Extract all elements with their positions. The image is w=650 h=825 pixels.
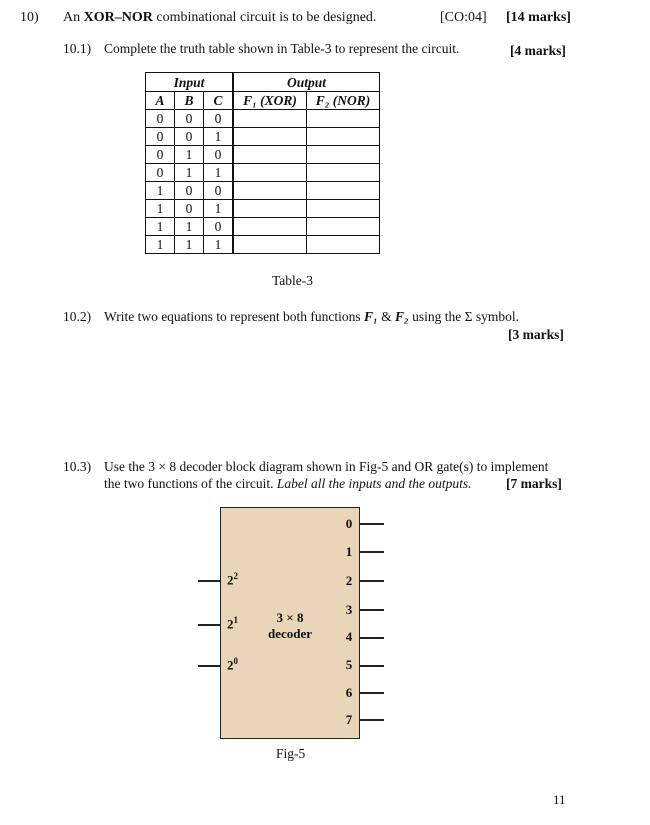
output-label-5: 5 [345, 657, 353, 672]
cell-f1[interactable] [233, 218, 307, 236]
table-row [146, 200, 380, 218]
output-label-7: 7 [345, 712, 353, 727]
output-group-header: Output [233, 73, 380, 92]
decoder-title: 3 × 8 decoder [267, 610, 313, 641]
cell-a: 0 [146, 164, 175, 182]
cell-f2[interactable] [307, 146, 380, 164]
output-line-2 [360, 580, 384, 582]
table-row [146, 218, 380, 236]
input-line-2-0 [198, 665, 220, 667]
part2-text: Write two equations to represent both functions F₁ & F₂ using the Σ symbol. [104, 309, 519, 324]
part3-line1: Use the 3 × 8 decoder block diagram shown in Fig-5 and OR gate(s) to implement [104, 459, 549, 474]
cell-b: 0 [175, 182, 204, 200]
cell-f2[interactable] [307, 128, 380, 146]
input-line-2-1 [198, 624, 220, 626]
header-c: C [204, 92, 234, 110]
table-row [146, 146, 380, 164]
cell-f1[interactable] [233, 164, 307, 182]
header-a: A [146, 92, 175, 110]
figure-caption: Fig-5 [276, 746, 306, 761]
cell-b: 1 [175, 218, 204, 236]
part3-line2: the two functions of the circuit. Label all the inputs and the outputs. [104, 476, 472, 491]
cell-a: 1 [146, 200, 175, 218]
cell-f1[interactable] [233, 146, 307, 164]
part1-text: Complete the truth table shown in Table-3 to represent the circuit. [104, 41, 460, 56]
cell-f2[interactable] [307, 200, 380, 218]
question-number: 10) [20, 10, 39, 25]
cell-c: 1 [204, 128, 234, 146]
output-line-0 [360, 523, 384, 525]
cell-a: 1 [146, 236, 175, 254]
output-line-6 [360, 692, 384, 694]
part1-marks: [4 marks] [510, 43, 566, 58]
cell-b: 0 [175, 200, 204, 218]
cell-b: 0 [175, 128, 204, 146]
cell-c: 1 [204, 236, 234, 254]
cell-c: 0 [204, 110, 234, 128]
table-row [146, 236, 380, 254]
cell-f1[interactable] [233, 182, 307, 200]
output-label-2: 2 [345, 573, 353, 588]
cell-f1[interactable] [233, 200, 307, 218]
cell-b: 0 [175, 110, 204, 128]
cell-f2[interactable] [307, 218, 380, 236]
cell-b: 1 [175, 146, 204, 164]
output-line-5 [360, 665, 384, 667]
table-row [146, 110, 380, 128]
cell-f2[interactable] [307, 236, 380, 254]
table-row [146, 128, 380, 146]
part1-number: 10.1) [63, 41, 92, 56]
cell-a: 1 [146, 218, 175, 236]
output-label-4: 4 [345, 629, 353, 644]
cell-a: 1 [146, 182, 175, 200]
cell-f1[interactable] [233, 128, 307, 146]
cell-f1[interactable] [233, 236, 307, 254]
input-group-header: Input [146, 73, 234, 92]
output-line-7 [360, 719, 384, 721]
cell-c: 1 [204, 164, 234, 182]
output-label-0: 0 [345, 516, 353, 531]
cell-a: 0 [146, 110, 175, 128]
total-marks: [14 marks] [506, 10, 571, 25]
truth-table [145, 72, 380, 254]
cell-a: 0 [146, 128, 175, 146]
input-label-2-0: $2^0$ [227, 656, 238, 673]
cell-b: 1 [175, 236, 204, 254]
cell-b: 1 [175, 164, 204, 182]
cell-f2[interactable] [307, 164, 380, 182]
cell-f2[interactable] [307, 110, 380, 128]
output-label-1: 1 [345, 544, 353, 559]
part3-number: 10.3) [63, 459, 92, 474]
header-b: B [175, 92, 204, 110]
output-line-4 [360, 637, 384, 639]
output-label-6: 6 [345, 685, 353, 700]
output-label-3: 3 [345, 602, 353, 617]
course-outcome: [CO:04] [440, 10, 487, 25]
cell-c: 0 [204, 182, 234, 200]
table-row [146, 182, 380, 200]
part2-marks: [3 marks] [508, 327, 564, 342]
output-line-1 [360, 551, 384, 553]
part3-marks: [7 marks] [506, 476, 562, 491]
table-caption: Table-3 [272, 273, 314, 288]
input-line-2-2 [198, 580, 220, 582]
table-row [146, 164, 380, 182]
input-label-2-2: $2^2$ [227, 571, 238, 588]
cell-c: 1 [204, 200, 234, 218]
cell-f2[interactable] [307, 182, 380, 200]
cell-c: 0 [204, 146, 234, 164]
part2-number: 10.2) [63, 309, 92, 324]
header-f2: F₂ (NOR) [307, 92, 380, 110]
cell-c: 0 [204, 218, 234, 236]
page-number: 11 [553, 792, 566, 807]
question-intro: An XOR–NOR combinational circuit is to be designed. [63, 10, 377, 25]
header-f1: F₁ (XOR) [233, 92, 307, 110]
cell-a: 0 [146, 146, 175, 164]
output-line-3 [360, 609, 384, 611]
input-label-2-1: $2^1$ [227, 615, 238, 632]
cell-f1[interactable] [233, 110, 307, 128]
